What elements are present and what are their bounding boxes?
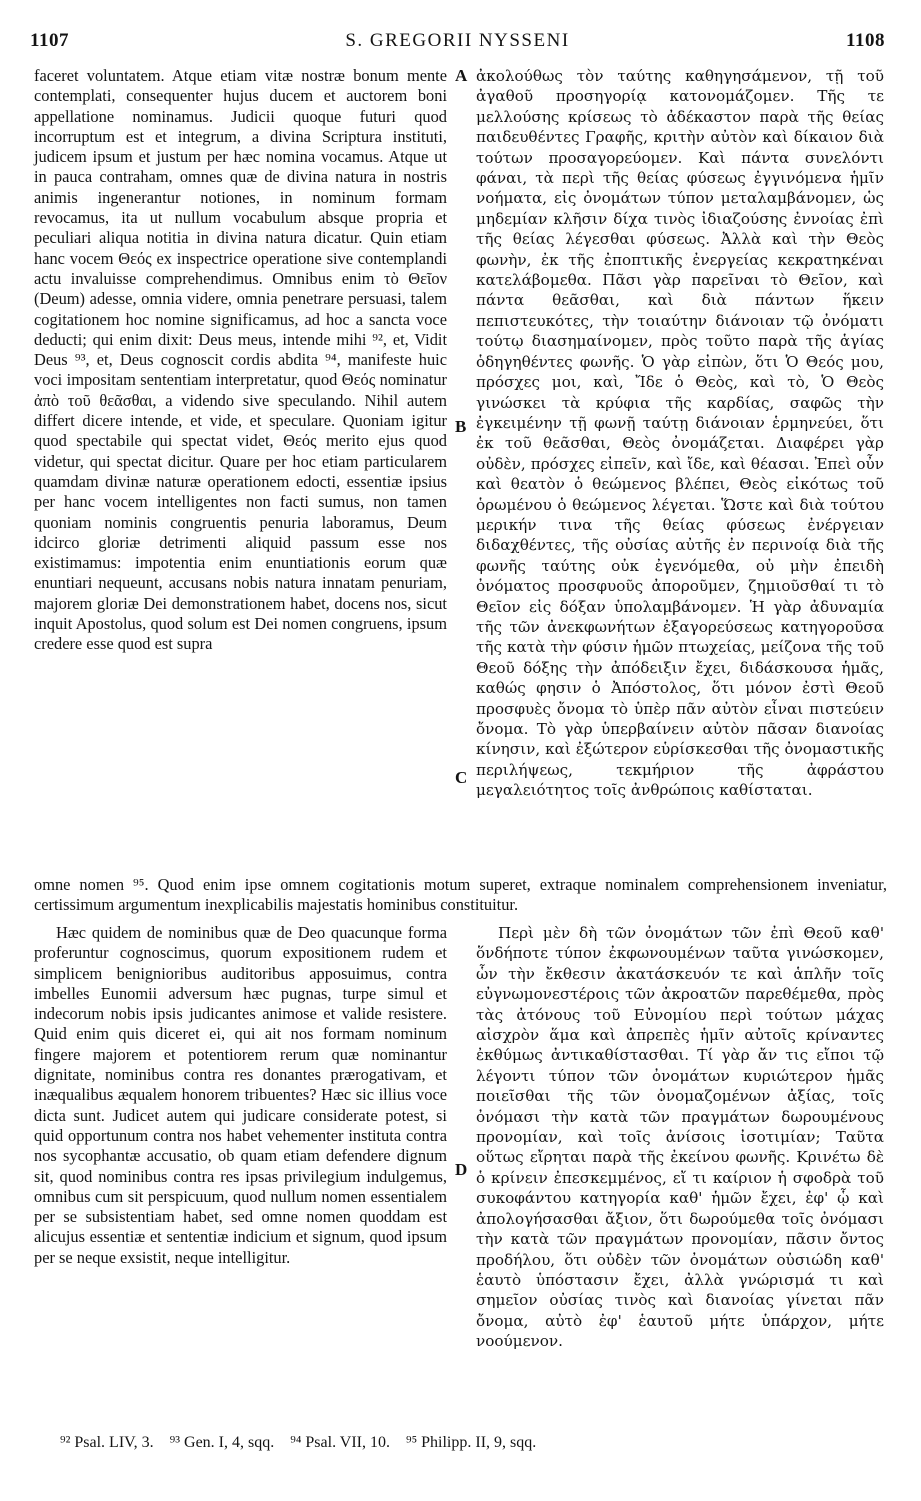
greek-paragraph: Περὶ μὲν δὴ τῶν ὀνομάτων τῶν ἐπὶ Θεοῦ καθ' ὅνδήποτε τύπον ἐκφωνουμένων ταῦτα γινώσκομεν, ὧν τὴν ἔκθεσιν ἀκατάσκευόν τε καὶ ἁπλῆν τοῖς εὐγνωμονεστέροις τῶν ἀκροατῶν παρεθέμεθα, πρὸς τὰς ἀτόνους τοῦ Εὐνομίου περὶ τούτων μάχας αἰσχρὸν ἅμα καὶ ἀπρεπὲς ἡμῖν αὐτοῖς κρίναντες ἐκθύμως ἀντικαθίστασθαι. Τί γὰρ ἄν τις εἴποι τῷ λέγοντι τύπον τῶν ὀνομάτων κυριώτερον ἡμᾶς ποιεῖσθαι τῆς τῶν ὀνομαζομένων ἀξίας, τοῖς ὀνόμασι τὴν κατὰ τῶν πραγμάτων δωρουμένους προνομίαν, καὶ τοῖς ἀνίσοις ἰσοτιμίαν; Ταῦτα οὕτως εἴρηται παρὰ τῆς ἐκείνου φωνῆς. Κρινέτω δὲ ὁ κρίνειν ἐπεσκεμμένος, εἴ τι καίριον ἡ σφοδρὰ τοῦ συκοφάντου κατηγορία καθ' ἡμῶν ἔχει, ἐφ' ᾧ καὶ ἀπολογήσασθαι ἄξιον, ὅτι δωρούμεθα τοῖς ὀνόμασι τὴν κατὰ τῶν πραγμάτων προνομίαν, πᾶσιν ὄντος προδήλου, ὅτι οὐδὲν τῶν ὀνομάτων οὐσιώδη καθ' ἑαυτὸ ὑπόστασιν ἔχει, ἀλλὰ γνώρισμά τι καὶ σημεῖον οὐσίας τινὸς καὶ διανοίας γίνεται πᾶν ὄνομα, αὐτὸ ἐφ' ἑαυτοῦ μήτε ὑπάρχον, μήτε νοούμενον. (476, 924, 884, 1351)
page-number-left: 1107 (30, 30, 69, 51)
margin-letter-b: B (455, 417, 467, 436)
greek-column-upper (476, 66, 884, 801)
footnote-95: ⁹⁵ Philipp. II, 9, sqq. (405, 1434, 537, 1451)
footnote-94: ⁹⁴ Psal. VII, 10. (290, 1434, 390, 1451)
latin-paragraph: faceret voluntatem. Atque etiam vitæ nostræ bonum mente contemplati, consequenter hujus ducem et auctorem boni appellatione nominamus. Judicii quoque futuri quod incorruptum est et integrum, a divina Scriptura instituti, judicem ipsum et justum per hæc nomina vocamus. Atque ut in pauca contraham, omnes quæ de divina natura in nostris animis ingenerantur notiones, in nominum formam revocamus, ita ut nullum vocabulum absque propria et peculiari aliqua notitia in divina natura dicatur. Quin etiam hanc vocem Θεός ex inspectrice operatione sive contemplandi actu invaluisse comprehendimus. Omnibus enim τὸ Θεῖον (Deum) adesse, omnia videre, omnia penetrare persuasi, talem cogitationem hoc nomine significamus, ad hoc a sancta voce deducti; qui enim dixit: Deus meus, intende mihi ⁹², et, Vidit Deus ⁹³, et, Deus cognoscit cordis abdita ⁹⁴, manifeste huic voci impositam sententiam interpretatur, quod Θεός nominatur ἀπὸ τοῦ θεᾶσθαι, a videndo sive speculando. Nihil autem differt dicere intende, et vide, et speculare. Quoniam igitur quod spectabile qui spectat videt, Θεός merito ejus quod videtur, qui spectat dicitur. Quare per hoc etiam particularem quamdam divinæ naturæ operationem edocti, essentiæ ipsius per hanc vocem intelligentes non facti sumus, non tamen quoniam nominis congruentis penuria laboramus, Deum idcirco gloriæ detrimenti aliquid passum esse nos existimamus: impotentia enim enuntiationis eorum quæ enuntiari nequeunt, accusans nobis natura innatam penuriam, majorem gloriæ Dei demonstrationem habet, docens nos, sicut inquit Apostolus, quod solum est Dei nomen congruens, ipsum credere esse quod est supra (34, 66, 447, 654)
greek-column-lower (476, 923, 884, 1352)
greek-paragraph: ἀκολούθως τὸν ταύτης καθηγησάμενον, τῇ τοῦ ἀγαθοῦ προσηγορίᾳ κατονομάζομεν. Τῆς τε μελλούσης κρίσεως τὸ ἀδέκαστον παρὰ τῆς θείας παιδευθέντες Γραφῆς, κριτὴν αὐτὸν καὶ δίκαιον διὰ τούτων προσαγορεύομεν. Καὶ πάντα συνελόντι φάναι, τὰ περὶ τῆς θείας φύσεως ἐγγινόμενα ἡμῖν νοήματα, εἰς ὀνομάτων τύπον μεταλαμβάνομεν, ὡς μηδεμίαν κλῆσιν δίχα τινὸς ἰδιαζούσης ἐννοίας ἐπὶ τῆς θείας λέγεσθαι φύσεως. Ἀλλὰ καὶ τὴν Θεὸς φωνὴν, ἐκ τῆς ἐποπτικῆς ἐνεργείας κεκρατηκέναι κατελάβομεθα. Πᾶσι γὰρ παρεῖναι τὸ Θεῖον, καὶ πάντα θεᾶσθαι, καὶ διὰ πάντων ἥκειν πεπιστευκότες, τὴν τοιαύτην διάνοιαν τῷ ὀνόματι τούτῳ διασημαίνομεν, πρὸς τοῦτο παρὰ τῆς ἁγίας ὁδηγηθέντες φωνῆς. Ὁ γὰρ εἰπὼν, ὅτι Ὁ Θεός μου, πρόσχες μοι, καὶ, Ἴδε ὁ Θεὸς, καὶ τὸ, Ὁ Θεὸς γινώσκει τὰ κρύφια τῆς καρδίας, σαφῶς τὴν ἐγκειμένην τῇ φωνῇ ταύτῃ διάνοιαν ἑρμηνεύει, ὅτι ἐκ τοῦ θεᾶσθαι, Θεὸς ὀνομάζεται. Διαφέρει γὰρ οὐδὲν, πρόσχες εἰπεῖν, καὶ ἴδε, καὶ θέασαι. Ἐπεὶ οὖν καὶ θεατὸν ὁ θεώμενος βλέπει, Θεὸς εἰκότως τοῦ ὁρωμένου ὁ θεώμενος λέγεται. Ὥστε καὶ διὰ τούτου μερικήν τινα τῆς θείας φύσεως ἐνέργειαν διδαχθέντες, τῆς οὐσίας αὐτῆς ἐν περινοίᾳ διὰ τῆς φωνῆς ταύτης οὐκ ἐγενόμεθα, οὐ μὴν ἐπειδὴ ὀνόματος προσφυοῦς ἀποροῦμεν, ζημιοῦσθαί τι τὸ Θεῖον εἰς δόξαν ὑπολαμβάνομεν. Ἡ γὰρ ἀδυναμία τῆς τῶν ἀνεκφωνήτων ἐξαγορεύσεως κατηγοροῦσα τῆς κατὰ τὴν φύσιν ἡμῶν πτωχείας, μείζονα τῆς τοῦ Θεοῦ δόξης τὴν ἀπόδειξιν ἔχει, διδάσκουσα ἡμᾶς, καθώς φησιν ὁ Ἀπόστολος, ὅτι μόνον ἐστὶ Θεοῦ προσφυὲς ὄνομα τὸ ὑπὲρ πᾶν αὐτὸν εἶναι πιστεύειν ὄνομα. Τὸ γὰρ ὑπερβαίνειν αὐτὸν πᾶσαν διανοίας κίνησιν, καὶ ἐξώτερον εὑρίσκεσθαι τῆς ὀνομαστικῆς περιλήψεως, τεκμήριον τῆς ἀφράστου μεγαλειότητος τοῖς ἀνθρώποις καθίσταται. (476, 67, 884, 800)
footnote-93: ⁹³ Gen. I, 4, sqq. (169, 1434, 275, 1451)
latin-column-lower (34, 923, 447, 1268)
latin-column-upper (34, 66, 447, 655)
spanning-paragraph: omne nomen ⁹⁵. Quod enim ipse omnem cogitationis motum superet, extraque nominalem comprehensionem inveniatur, certissimum argumentum inexplicabilis majestatis hominibus constituitur. (34, 875, 887, 915)
margin-letter-a: A (455, 66, 468, 85)
footnote-92: ⁹² Psal. LIV, 3. (60, 1434, 154, 1451)
margin-letter-d: D (455, 1160, 468, 1179)
spanning-line (34, 875, 887, 916)
page-header (30, 30, 885, 58)
page-number-right: 1108 (846, 30, 885, 51)
latin-paragraph: Hæc quidem de nominibus quæ de Deo quacunque forma proferuntur cognoscimus, quorum expositionem rudem et simplicem benignioribus auditoribus apposuimus, contra imbelles Eunomii adversum hæc pugnas, turpe simul et indecorum nobis ipsis judicantes animose et valide resistere. Quid enim quis diceret ei, qui ait nos formam nominum fingere majorem et potentiorem rerum quæ nominantur dignitate, nominibus contra res donantes prærogativam, et inæqualibus æqualem honorem tribuentes? Hæc sic illius voce dicta sunt. Judicet autem qui judicare considerate potest, si quid opportunum contra nos habet vehementer instituta contra nos sycophantæ accusatio, ob quam etiam defendere dignum sit, quod nominibus contra res ipsas privilegium indulgemus, omnibus cum sit perspicuum, quod nullum nomen essentialem per se subsistentiam habet, sed omne nomen quoddam est alicujus essentiæ et sententiæ indicium et signum, quod ipsum per se neque exsistit, neque intelligitur. (34, 923, 447, 1267)
running-title: S. GREGORII NYSSENI (345, 30, 570, 51)
footnotes (60, 1434, 890, 1452)
margin-letter-c: C (455, 768, 468, 787)
